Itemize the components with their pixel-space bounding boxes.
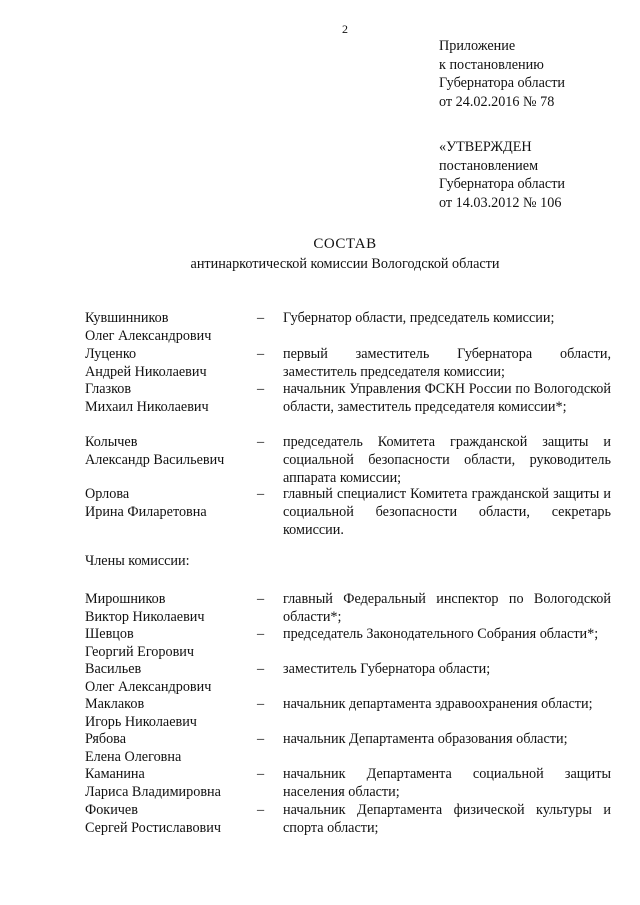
members-section-label: Члены комиссии: <box>85 553 190 569</box>
approval-line: от 14.03.2012 № 106 <box>439 194 562 211</box>
dash-separator: – <box>257 591 265 607</box>
member-role: главный специалист Комитета гражданской защиты и социальной безопасности области, секретарь комиссии. <box>283 486 611 538</box>
member-role: председатель Законодательного Собрания области*; <box>283 626 599 642</box>
page-number: 2 <box>342 22 348 36</box>
member-role: заместитель Губернатора области; <box>283 661 491 677</box>
member-given-name: Елена Олеговна <box>85 749 182 765</box>
approval-line: Губернатора области <box>439 176 565 192</box>
member-surname: Орлова <box>85 486 130 502</box>
member-given-name: Андрей Николаевич <box>85 364 207 380</box>
approval-line: постановлением <box>439 157 539 174</box>
annex-line: Приложение <box>439 38 516 54</box>
member-given-name: Ирина Филаретовна <box>85 504 207 520</box>
member-name <box>85 485 255 521</box>
member-given-name: Олег Александрович <box>85 328 212 344</box>
dash-separator: – <box>257 766 265 782</box>
member-given-name: Георгий Егорович <box>85 644 194 660</box>
member-given-name: Александр Васильевич <box>85 452 225 468</box>
member-surname: Шевцов <box>85 626 134 642</box>
member-role: начальник Департамента образования области; <box>283 731 568 747</box>
member-surname: Мирошников <box>85 591 166 607</box>
member-surname: Васильев <box>85 661 142 677</box>
member-name <box>85 433 255 469</box>
member-role: председатель Комитета гражданской защиты и социальной безопасности области, руководитель аппарата комиссии; <box>283 434 611 486</box>
annex-line: от 24.02.2016 № 78 <box>439 93 555 110</box>
member-surname: Луценко <box>85 346 137 362</box>
member-name <box>85 380 255 416</box>
member-name <box>85 730 255 766</box>
member-surname: Каманина <box>85 766 145 782</box>
member-surname: Рябова <box>85 731 126 747</box>
approval-line: «УТВЕРЖДЕН <box>439 139 532 155</box>
member-name <box>85 660 255 696</box>
document-subtitle: антинаркотической комиссии Вологодской области <box>190 256 500 272</box>
dash-separator: – <box>257 731 265 747</box>
member-name <box>85 765 255 801</box>
dash-separator: – <box>257 310 265 326</box>
member-surname: Маклаков <box>85 696 145 712</box>
dash-separator: – <box>257 661 265 677</box>
member-name <box>85 801 255 837</box>
member-surname: Глазков <box>85 381 132 397</box>
member-given-name: Олег Александрович <box>85 679 212 695</box>
member-surname: Кувшинников <box>85 310 169 326</box>
member-name <box>85 590 255 626</box>
dash-separator: – <box>257 486 265 502</box>
member-name <box>85 309 255 345</box>
dash-separator: – <box>257 802 265 818</box>
annex-line: к постановлению <box>439 56 544 73</box>
annex-line: Губернатора области <box>439 75 565 91</box>
member-role: Губернатор области, председатель комиссии; <box>283 310 555 326</box>
approval-stamp <box>439 138 565 212</box>
member-role: главный Федеральный инспектор по Вологодской области*; <box>283 591 611 625</box>
member-given-name: Михаил Николаевич <box>85 399 209 415</box>
dash-separator: – <box>257 346 265 362</box>
dash-separator: – <box>257 696 265 712</box>
member-role: начальник департамента здравоохранения области; <box>283 696 593 712</box>
dash-separator: – <box>257 381 265 397</box>
member-name <box>85 625 255 661</box>
dash-separator: – <box>257 626 265 642</box>
member-role: начальник Управления ФСКН России по Вологодской области, заместитель председателя комиссии*; <box>283 381 611 415</box>
dash-separator: – <box>257 434 265 450</box>
member-given-name: Сергей Ростиславович <box>85 820 221 836</box>
member-given-name: Игорь Николаевич <box>85 714 197 730</box>
member-surname: Колычев <box>85 434 138 450</box>
annex-stamp <box>439 37 565 111</box>
member-role: начальник Департамента физической культуры и спорта области; <box>283 802 611 836</box>
member-role: первый заместитель Губернатора области, заместитель председателя комиссии; <box>283 346 611 380</box>
member-role: начальник Департамента социальной защиты населения области; <box>283 766 611 800</box>
member-name <box>85 695 255 731</box>
member-given-name: Виктор Николаевич <box>85 609 205 625</box>
member-given-name: Лариса Владимировна <box>85 784 221 800</box>
member-surname: Фокичев <box>85 802 138 818</box>
document-title: СОСТАВ <box>313 236 377 252</box>
member-name <box>85 345 255 381</box>
